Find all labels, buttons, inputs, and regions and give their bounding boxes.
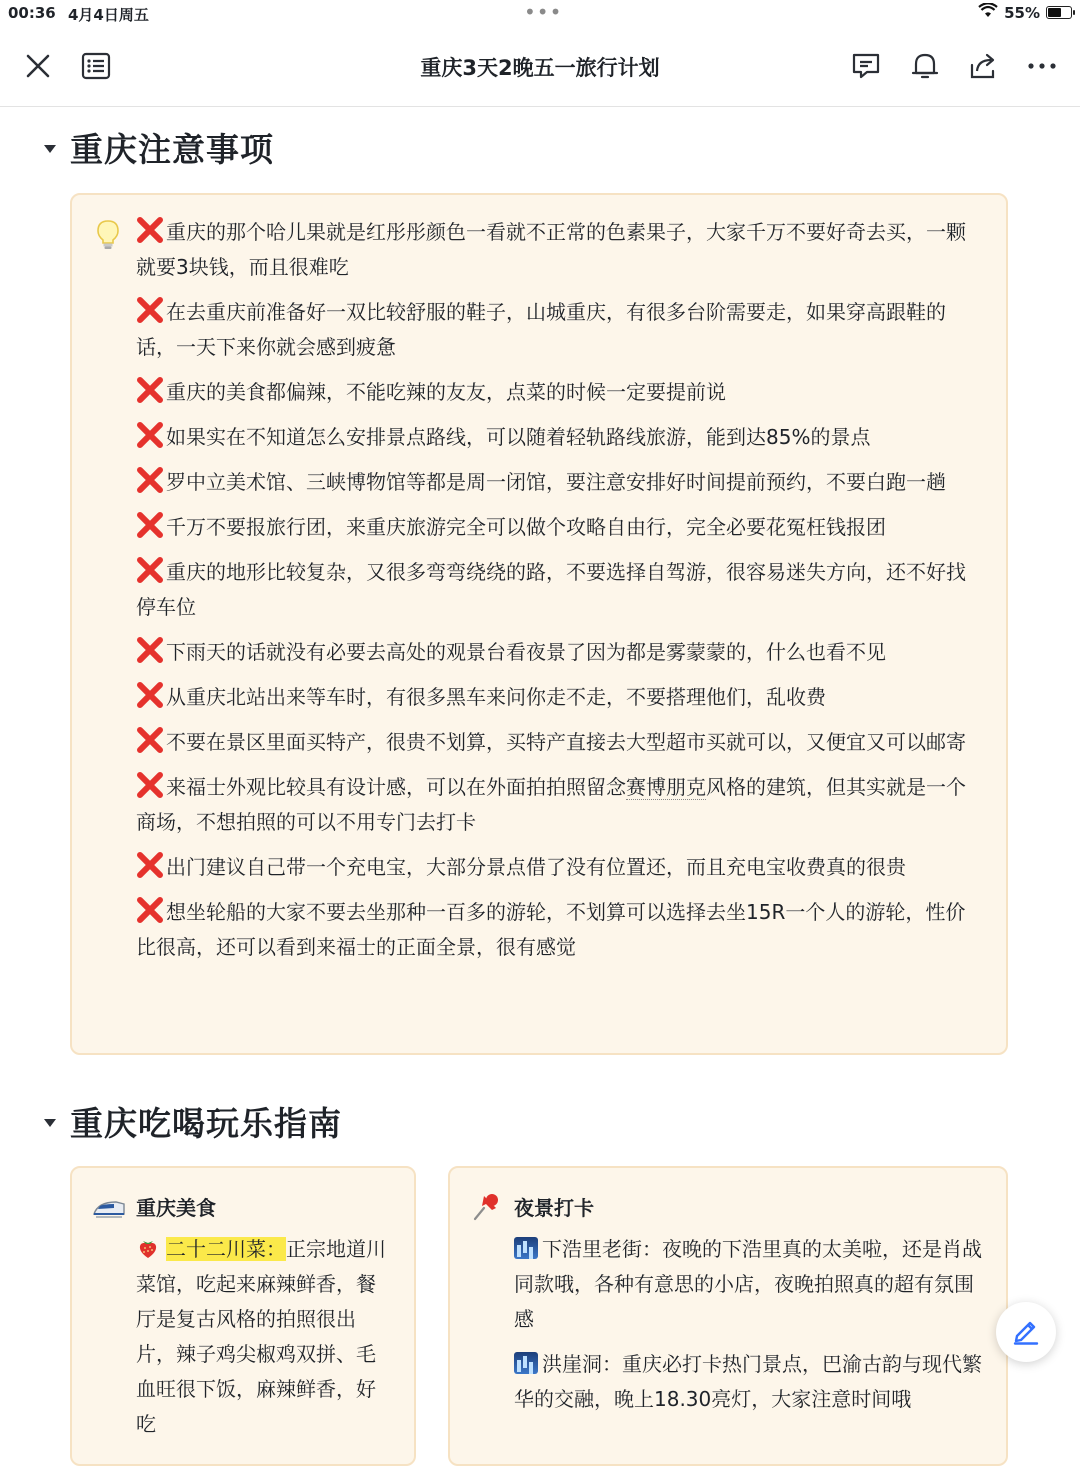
cross-mark-icon: [136, 681, 164, 709]
section-title: 重庆注意事项: [70, 130, 274, 169]
comment-icon[interactable]: [848, 48, 884, 84]
list-item: 千万不要报旅行团，来重庆旅游完全可以做个攻略自由行，完全必要花冤枉钱报团: [136, 510, 978, 545]
section-heading-notes[interactable]: [44, 124, 274, 171]
battery-icon: [1046, 6, 1072, 19]
multitask-dots[interactable]: •••: [524, 0, 563, 24]
list-item: 下浩里老街：夜晚的下浩里真的太美啦，还是肖战同款哦，各种有意思的小店，夜晚拍照真的超有氛围感: [514, 1237, 982, 1331]
edit-button[interactable]: [996, 1302, 1056, 1362]
cityscape-icon: [514, 1237, 538, 1259]
cross-mark-icon: [136, 466, 164, 494]
list-item: 不要在景区里面买特产，很贵不划算，买特产直接去大型超市买就可以，又便宜又可以邮寄: [136, 725, 978, 760]
night-view-card: [448, 1166, 1008, 1466]
list-item: 如果实在不知道怎么安排景点路线，可以随着轻轨路线旅游，能到达85%的景点: [136, 420, 978, 455]
list-item: 重庆的那个哈儿果就是红彤彤颜色一看就不正常的色素果子，大家千万不要好奇去买，一颗就要3块钱，而且很难吃: [136, 215, 978, 285]
status-time: 00:36: [8, 4, 56, 22]
food-card: [70, 1166, 416, 1466]
glossary-term[interactable]: 赛博朋克: [626, 775, 706, 799]
restaurant-name-highlight: 二十二川菜：: [166, 1237, 286, 1261]
card-body: [514, 1232, 986, 1417]
status-bar: [0, 0, 1080, 28]
card-title: 重庆美食: [136, 1196, 216, 1220]
page-title: 重庆3天2晚五一旅行计划: [420, 56, 660, 80]
list-item: 重庆的美食都偏辣，不能吃辣的友友，点菜的时候一定要提前说: [136, 375, 978, 410]
bullet-train-icon: [92, 1190, 126, 1224]
cross-mark-icon: [136, 421, 164, 449]
strawberry-icon: [136, 1236, 160, 1260]
cross-mark-icon: [136, 771, 164, 799]
collapse-caret-icon[interactable]: [44, 145, 56, 153]
list-item: 来福士外观比较具有设计感，可以在外面拍拍照留念赛博朋克风格的建筑，但其实就是一个商场，不想拍照的可以不用专门去打卡: [136, 770, 978, 840]
section-title: 重庆吃喝玩乐指南: [70, 1104, 342, 1143]
cross-mark-icon: [136, 511, 164, 539]
more-icon[interactable]: [1024, 48, 1060, 84]
bell-icon[interactable]: [907, 48, 943, 84]
cross-mark-icon: [136, 896, 164, 924]
cross-mark-icon: [136, 636, 164, 664]
notes-callout: [70, 193, 1008, 1055]
list-item: 从重庆北站出来等车时，有很多黑车来问你走不走，不要搭理他们，乱收费: [136, 680, 978, 715]
list-item: 想坐轮船的大家不要去坐那种一百多的游轮，不划算可以选择去坐15R一个人的游轮，性价比很高，还可以看到来福士的正面全景，很有感觉: [136, 895, 978, 965]
cross-mark-icon: [136, 556, 164, 584]
cityscape-icon: [514, 1352, 538, 1374]
cross-mark-icon: [136, 216, 164, 244]
lightbulb-icon: [96, 219, 120, 255]
pushpin-icon: [470, 1190, 504, 1224]
cross-mark-icon: [136, 726, 164, 754]
wifi-icon: [978, 3, 998, 22]
section-heading-guide[interactable]: [44, 1098, 342, 1145]
card-title: 夜景打卡: [514, 1196, 594, 1220]
cross-mark-icon: [136, 851, 164, 879]
list-item: 出门建议自己带一个充电宝，大部分景点借了没有位置还，而且充电宝收费真的很贵: [136, 850, 978, 885]
notes-list: [136, 215, 978, 975]
nav-bar: [0, 28, 1080, 107]
collapse-caret-icon[interactable]: [44, 1119, 56, 1127]
list-item: 下雨天的话就没有必要去高处的观景台看夜景了因为都是雾蒙蒙的，什么也看不见: [136, 635, 978, 670]
share-icon[interactable]: [966, 48, 1002, 84]
list-item: 在去重庆前准备好一双比较舒服的鞋子，山城重庆，有很多台阶需要走，如果穿高跟鞋的话，一天下来你就会感到疲惫: [136, 295, 978, 365]
cross-mark-icon: [136, 376, 164, 404]
cross-mark-icon: [136, 296, 164, 324]
status-date: 4月4日周五: [68, 6, 149, 24]
battery-percent: 55%: [1004, 3, 1040, 22]
status-right: [978, 3, 1072, 22]
list-item: 重庆的地形比较复杂，又很多弯弯绕绕的路，不要选择自驾游，很容易迷失方向，还不好找停车位: [136, 555, 978, 625]
card-body: 二十二川菜：正宗地道川菜馆，吃起来麻辣鲜香，餐厅是复古风格的拍照很出片，辣子鸡尖椒鸡双拼、毛血旺很下饭，麻辣鲜香，好吃: [136, 1237, 386, 1436]
list-item: 洪崖洞：重庆必打卡热门景点，巴渝古韵与现代繁华的交融，晚上18.30亮灯，大家注意时间哦: [514, 1352, 982, 1411]
pencil-icon: [1011, 1315, 1041, 1349]
list-item: 罗中立美术馆、三峡博物馆等都是周一闭馆，要注意安排好时间提前预约，不要白跑一趟: [136, 465, 978, 500]
